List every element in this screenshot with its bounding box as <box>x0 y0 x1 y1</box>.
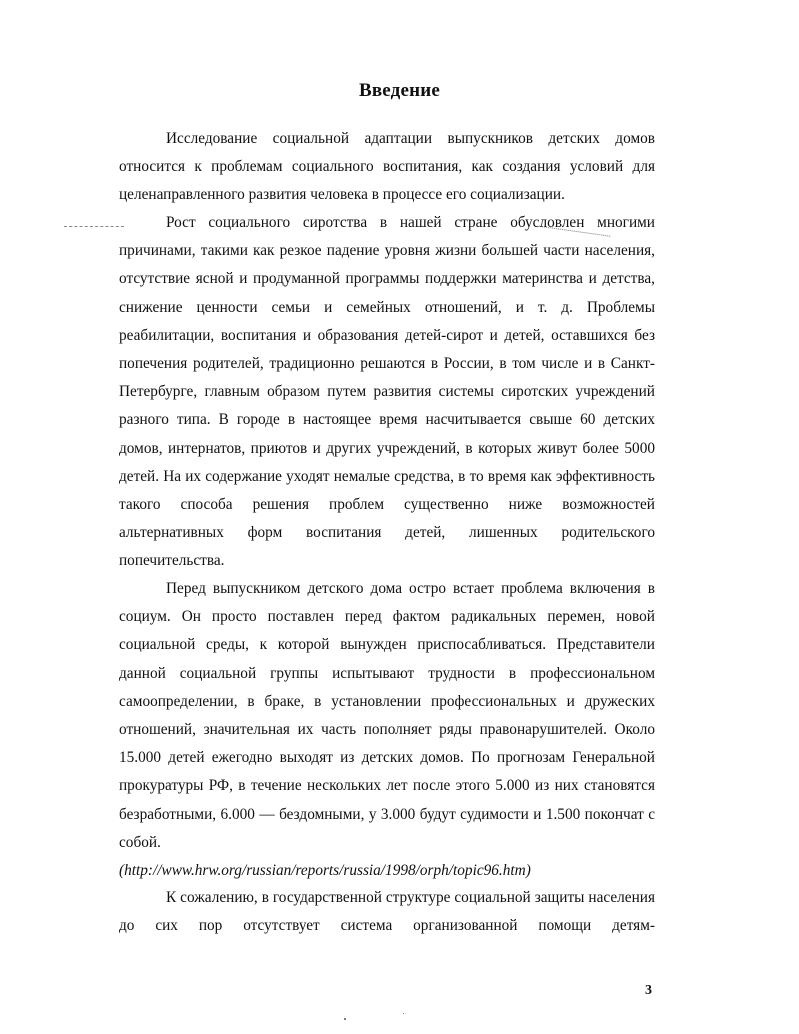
paragraph-1: Исследование социальной адаптации выпускников детских домов относится к проблемам социального воспитания, как создания условий для целенаправленного развития человека в процессе его социализации. <box>119 130 655 204</box>
margin-mark <box>64 226 124 227</box>
scan-speck <box>403 1013 404 1014</box>
source-link[interactable]: (http://www.hrw.org/russian/reports/russia/1998/orph/topic96.htm) <box>119 862 531 880</box>
paragraph-3-text: Перед выпускником детского дома остро встает проблема включения в социум. Он просто поставлен перед фактом радикальных перемен, новой социальной среды, к которой вынужден приспосабливаться. Представители данной социальной группы испытывают трудности в профессиональном самоопределении, в браке, в установлении профессиональных и дружеских отношений, значительная их часть пополняет ряды правонарушителей. Около 15.000 детей ежегодно выходят из детских домов. По прогнозам Генеральной прокуратуры РФ, в течение нескольких лет после этого 5.000 из них становятся безработными, 6.000 — бездомными, у 3.000 будут судимости и 1.500 покончат с собой. <box>119 580 655 851</box>
scan-speck <box>344 1018 346 1020</box>
page-title: Введение <box>358 80 441 101</box>
page-number: 3 <box>645 983 652 998</box>
paragraph-3 <box>119 575 655 885</box>
paragraph-4: К сожалению, в государственной структуре социальной защиты населения до сих пор отсутствует система организованной помощи детям- <box>119 889 655 935</box>
paragraph-2: Рост социального сиротства в нашей стране обусловлен многими причинами, такими как резкое падение уровня жизни большей части населения, отсутствие ясной и продуманной программы поддержки материнства и детства, снижение ценности семьи и семейных отношений, и т. д. Проблемы реабилитации, воспитания и образования детей-сирот и детей, оставшихся без попечения родителей, традиционно решаются в России, в том числе и в Санкт-Петербурге, главным образом путем развития системы сиротских учреждений разного типа. В городе в настоящее время насчитывается свыше 60 детских домов, интернатов, приютов и других учреждений, в которых живут более 5000 детей. На их содержание уходят немалые средства, в то время как эффективность такого способа решения проблем существенно ниже возможностей альтернативных форм воспитания детей, лишенных родительского попечительства. <box>119 214 655 570</box>
